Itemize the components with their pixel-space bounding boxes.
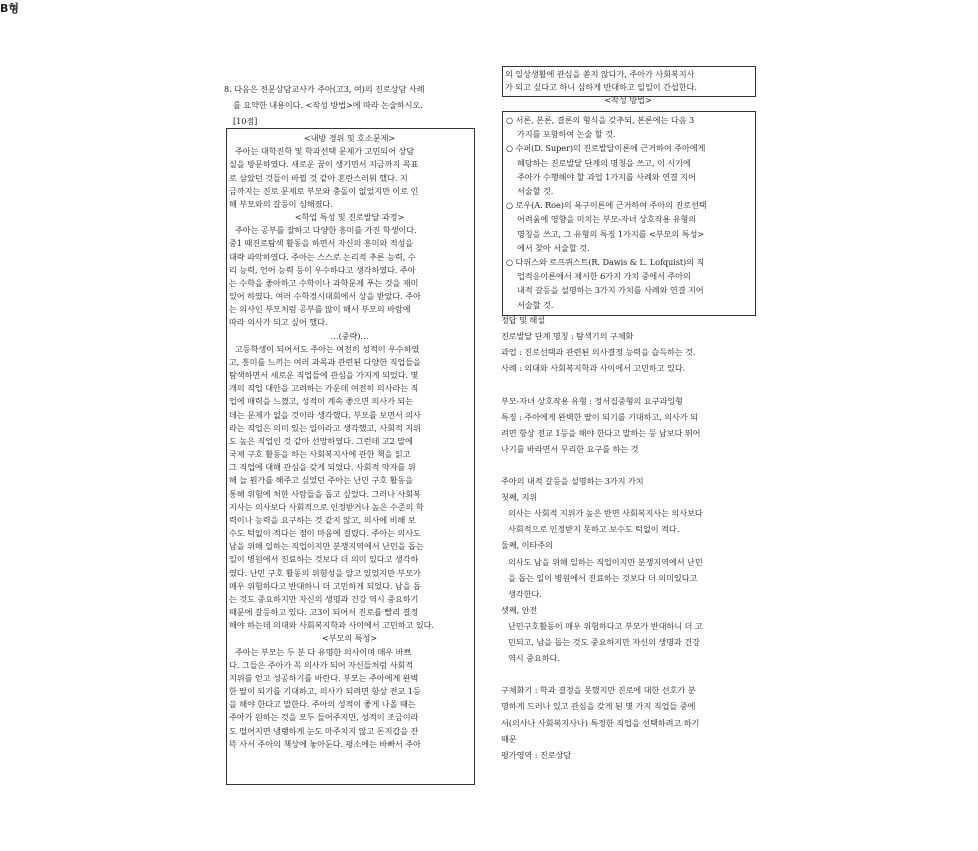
cont-box-line: 가 되고 싶다고 하니 심하게 반대하고 일일이 간섭한다.	[505, 82, 697, 92]
method-box-line: 내적 갈등을 설명하는 3가지 가치를 사례와 연결 지어	[517, 285, 704, 296]
method-box-line: 업적응이론에서 제시한 6가지 가치 중에서 주아의	[517, 271, 691, 282]
page-header: B형	[0, 2, 20, 15]
method-box-line: ○ 로우(A. Roe)의 욕구이론에 근거하여 주아의 진로선택	[506, 200, 707, 211]
case-box-line: <부모의 특성>	[321, 633, 378, 644]
case-box-line: 리 능력, 언어 능력 등이 우수하다고 생각하였다. 주아	[229, 264, 416, 275]
case-box-line: 주아는 대학진학 및 학과선택 문제가 고민되어 상담	[235, 146, 415, 157]
answer-line: 사례 : 의대와 사회복지학과 사이에서 고민하고 있다.	[501, 363, 686, 374]
answer-line: 셋째, 안전	[501, 604, 538, 615]
answer-line: 의사는 사회적 지위가 높은 반면 사회복지사는 의사보다	[508, 508, 703, 519]
case-box-line: 데는 문제가 없을 것이라 생각했다. 부모를 보면서 의사	[229, 409, 421, 420]
case-box-line: 통해 위험에 처한 사람들을 돕고 싶었다. 그러나 사회복	[229, 488, 421, 499]
case-box-line: 주아는 공부를 잘하고 다양한 흥미를 가진 학생이다.	[235, 225, 417, 236]
answer-line: 부모-자녀 상호작용 유형 : 정서집중형의 요구과잉형	[501, 395, 683, 406]
case-box-line: …(중략)…	[330, 330, 369, 341]
method-box-line: 주아가 수행해야 할 과업 1가지를 사례와 연결 지어	[517, 171, 696, 182]
case-box-line: 중1 때진로탐색 활동을 하면서 자신의 흥미와 적성을	[229, 238, 414, 249]
case-box-line: 다. 그들은 주아가 꼭 의사가 되어 자신들처럼 사회적	[229, 659, 414, 670]
case-box-line: 해 부모와의 갈등이 심해졌다.	[229, 198, 333, 209]
method-box-line: 어려움에 영향을 미치는 부모-자녀 상호작용 유형의	[517, 214, 697, 225]
case-box-line: 그 직업에 대해 관심을 갖게 되었다. 사회적 약자를 위	[229, 462, 416, 473]
case-box-line: 고, 흥미를 느끼는 여러 과목과 관련된 다양한 직업들을	[229, 356, 421, 367]
case-box-line: 지사는 의사보다 사회적으로 인정받거나 높은 수준의 학	[229, 501, 424, 512]
method-box-line: 해당하는 진로발달 단계의 명칭을 쓰고, 이 시기에	[517, 157, 691, 168]
case-box-line: 는 것도 중요하지만 자신의 생명과 건강 역시 중요하기	[229, 593, 419, 604]
answer-line: 첫째, 지위	[501, 492, 538, 503]
case-box-line: 국제 구호 활동을 하는 사회복지사에 관한 책을 읽고	[229, 449, 411, 460]
case-box-line: 지위를 얻고 성공하기를 바란다. 부모는 주아에게 완벽	[229, 672, 419, 683]
answer-line: 과업 : 진로선택과 관련된 의사결정 능력을 습득하는 것.	[501, 347, 696, 358]
answer-line: 명하게 드러나 있고 관심을 갖게 된 몇 가지 직업들 중에	[501, 701, 696, 712]
answer-line: 려면 항상 전교 1등을 해야 한다고 말하는 등 남보다 뛰어	[501, 427, 701, 438]
case-box-line: 일이 병원에서 진료하는 것보다 더 의미 있다고 생각하	[229, 554, 419, 565]
case-box-line: 고등학생이 되어서도 주아는 여전히 성적이 우수하였	[235, 343, 420, 354]
method-box-line: ○ 수퍼(D. Super)의 진로발달이론에 근거하여 주아에게	[506, 143, 706, 154]
case-box-line: 였다. 난민 구호 활동의 위험성을 알고 있었지만 부모가	[229, 567, 421, 578]
case-box-line: 남을 위해 일하는 직업이지만 분쟁지역에서 난민을 돕는	[229, 541, 424, 552]
answer-line: 민되고, 남을 돕는 것도 중요하지만 자신의 생명과 건강	[508, 637, 700, 647]
answer-line: 역시 중요하다.	[508, 653, 560, 664]
answer-line: 구체화기 : 학과 결정을 못했지만 진로에 대한 선호가 분	[501, 685, 696, 696]
case-box-line: 력이나 능력을 요구하는 것 같지 않고, 의사에 비해 보	[229, 514, 416, 525]
answer-line: 서(의사나 사회복지사나) 특정한 직업을 선택하려고 하기	[501, 717, 700, 728]
case-box-line: 금까지는 진로 문제로 부모와 충돌이 없었지만 이로 인	[229, 185, 419, 196]
case-box-line: 탐색하면서 새로운 직업들에 관심을 가지게 되었다. 몇	[229, 370, 419, 381]
method-box-line: 에서 찾아 서술할 것.	[517, 242, 590, 253]
case-box-line: 는 의사인 부모처럼 공부를 많이 해서 부모의 바람에	[229, 304, 411, 315]
answer-line: 의사도 남을 위해 일하는 직업이지만 분쟁지역에서 난민	[508, 556, 703, 567]
cont-box-line: <작성 방법>	[604, 95, 652, 105]
case-box-line: <학업 특성 및 진로발달 과정>	[294, 212, 405, 223]
cont-box-line: 의 일상생활에 관심을 쏟지 않다가, 주아가 사회복지사	[505, 69, 695, 79]
case-box-line: 업에 매력을 느꼈고, 성적이 계속 좋으면 의사가 되는	[229, 396, 414, 407]
answer-line: 평가영역 : 진로상담	[501, 749, 572, 760]
case-box-line: 한 딸이 되기를 기대하고, 의사가 되려면 항상 전교 1등	[229, 686, 421, 697]
case-box-line: 는 수학을 좋아하고 수학이나 과학문제 푸는 것을 재미	[229, 277, 419, 288]
case-box-line: 해야 하는데 의대와 사회복지학과 사이에서 고민하고 있다.	[229, 620, 434, 631]
answer-line: 진로발달 단계 명칭 : 탐색기의 구체화	[501, 331, 634, 342]
answer-line: 나기를 바라면서 무리한 요구를 하는 것	[501, 443, 639, 454]
case-box-line: 라는 직업은 의미 있는 일이라고 생각했고, 사회적 지위	[229, 422, 421, 433]
case-box-line: 개의 직업 대안을 고려하는 가운데 여전히 의사라는 직	[229, 383, 419, 394]
method-box-line: 서술할 것.	[517, 186, 554, 196]
case-box-line: 도 높은 직업인 것 같아 선망하였다. 그런데 고2 말에	[229, 435, 413, 446]
answer-line: 사회적으로 인정받지 못하고 보수도 턱없이 적다.	[508, 524, 680, 535]
question-line: [10점]	[233, 116, 258, 126]
case-box-line: 매우 위험하다고 반대하니 더 고민하게 되었다. 남을 돕	[229, 580, 421, 591]
answer-line: 을 돕는 일이 병원에서 진료하는 것보다 더 의미있다고	[508, 572, 698, 583]
answer-line: 생각한다.	[508, 588, 542, 599]
case-box-line: 로 삼았던 것들이 바뀔 것 같아 혼란스러워 했다. 지	[229, 172, 408, 183]
answer-line: 때문	[501, 733, 517, 744]
case-box-line: 주아가 원하는 것을 모두 들어주지만, 성적이 조금이라	[229, 712, 419, 723]
case-box-line: 해 늘 뭔가를 해주고 싶었던 주아는 난민 구호 활동을	[229, 475, 414, 486]
case-box-line: 도 떨어지면 냉랭하게 눈도 마주치지 않고 돈지갑을 잔	[229, 725, 419, 736]
answer-line: 둘째, 이타주의	[501, 540, 553, 551]
case-box-line: 따라 의사가 되고 싶어 했다.	[229, 317, 328, 328]
answer-line: 정답 및 해설	[501, 315, 546, 325]
case-box-line: 때문에 갈등하고 있다. 고3이 되어서 진로를 빨리 결정	[229, 607, 419, 618]
case-box-line: 대략 파악하였다. 주아는 스스로 논리적 추론 능력, 수	[229, 251, 416, 262]
case-box-line: 을 해야 한다고 말한다. 주아의 성적이 좋게 나올 때는	[229, 699, 416, 710]
case-box-line: <내방 경위 및 호소문제>	[303, 133, 396, 143]
method-box-line: ○ 서론, 본론, 결론의 형식을 갖추되, 본론에는 다음 3	[506, 115, 695, 125]
case-box-line: 있어 하였다. 여러 수학경시대회에서 상을 받았다. 주아	[229, 291, 421, 302]
method-box-line: 명칭을 쓰고, 그 유형의 특징 1가지를 <부모의 특성>	[517, 228, 705, 239]
answer-line: 난민구호활동이 매우 위험하다고 부모가 반대하니 더 고	[508, 620, 703, 631]
question-line: 를 요약한 내용이다. <작성 방법>에 따라 논술하시오.	[233, 100, 423, 110]
method-box-line: 가지를 포함하여 논술 할 것.	[517, 129, 616, 140]
case-box-line: 수도 턱없이 적다는 점이 마음에 걸렸다. 주아는 의사도	[229, 528, 421, 539]
method-box-line: ○ 다위스와 로프퀴스트(R. Dawis & L. Lofquist)의 직	[506, 257, 705, 267]
question-line: 8. 다음은 전문상담교사가 주아(고3, 여)의 진로상담 사례	[224, 84, 425, 94]
method-box-line: 서술할 것.	[517, 299, 554, 310]
case-box-line: 주아는 부모는 두 분 다 유명한 의사이며 매우 바쁘	[235, 646, 412, 657]
answer-line: 특징 : 주아에게 완벽한 딸이 되기를 기대하고, 의사가 되	[501, 411, 698, 422]
case-box-line: 뜩 사서 주아의 책상에 놓아둔다. 평소에는 바빠서 주아	[229, 738, 421, 749]
answer-line: 주아의 내적 갈등을 설명하는 3가지 가치	[501, 476, 644, 486]
case-box-line: 실을 방문하였다. 새로운 꿈이 생기면서 지금까지 목표	[229, 159, 419, 170]
